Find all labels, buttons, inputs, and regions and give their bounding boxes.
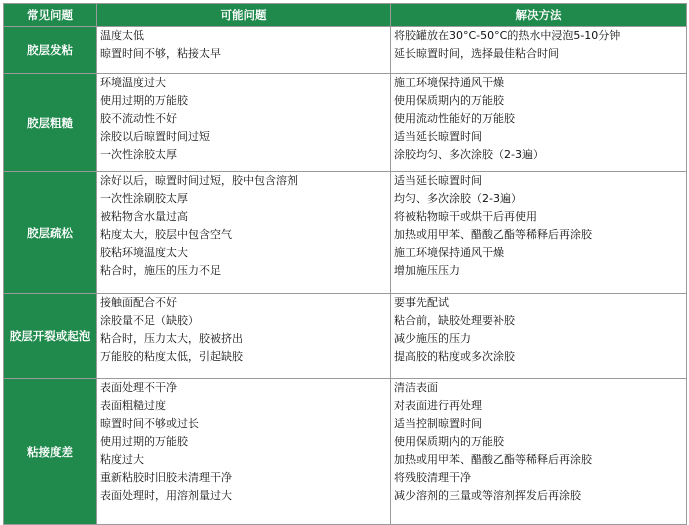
problem-item: 重新粘胶时旧胶未清理干净 bbox=[100, 471, 232, 484]
solution-item: 施工环境保持通风干燥 bbox=[394, 76, 504, 89]
solutions-cell bbox=[391, 74, 687, 172]
problem-item: 温度太低 bbox=[100, 29, 144, 42]
solution-item: 将残胶清理干净 bbox=[394, 471, 471, 484]
header-possible-problem: 可能问题 bbox=[97, 4, 391, 27]
table-row-tacky bbox=[4, 27, 687, 74]
problem-item: 粘合时，施压的压力不足 bbox=[100, 264, 221, 277]
possible-problems-cell bbox=[97, 379, 391, 525]
problem-item: 涂好以后，晾置时间过短，胶中包含溶剂 bbox=[100, 174, 298, 187]
problem-item: 环境温度过大 bbox=[100, 76, 166, 89]
problem-item: 粘度过大 bbox=[100, 453, 144, 466]
solution-item: 减少溶剂的三量或等溶剂挥发后再涂胶 bbox=[394, 489, 581, 502]
troubleshooting-table bbox=[3, 3, 687, 525]
solution-item: 适当控制晾置时间 bbox=[394, 417, 482, 430]
possible-problems-cell bbox=[97, 74, 391, 172]
solution-item: 加热或用甲苯、醋酸乙酯等稀释后再涂胶 bbox=[394, 453, 592, 466]
solution-item: 将胶罐放在30°C-50°C的热水中浸泡5-10分钟 bbox=[394, 29, 621, 42]
solution-item: 使用保质期内的万能胶 bbox=[394, 94, 504, 107]
solution-item: 将被粘物晾干或烘干后再使用 bbox=[394, 210, 537, 223]
problem-item: 表面粗糙过度 bbox=[100, 399, 166, 412]
problem-item: 一次性涂刷胶太厚 bbox=[100, 192, 188, 205]
problem-item: 粘度太大，胶层中包含空气 bbox=[100, 228, 232, 241]
problem-item: 使用过期的万能胶 bbox=[100, 435, 188, 448]
solution-item: 粘合前，缺胶处理要补胶 bbox=[394, 314, 515, 327]
problem-item: 表面处理时，用溶剂量过大 bbox=[100, 489, 232, 502]
solution-item: 施工环境保持通风干燥 bbox=[394, 246, 504, 259]
solution-item: 涂胶均匀、多次涂胶（2-3遍） bbox=[394, 148, 544, 161]
header-common-problem: 常见问题 bbox=[4, 4, 97, 27]
solution-item: 清洁表面 bbox=[394, 381, 438, 394]
problem-item: 使用过期的万能胶 bbox=[100, 94, 188, 107]
solutions-cell bbox=[391, 172, 687, 294]
category-cell: 胶层发粘 bbox=[4, 27, 97, 74]
table-row-rough bbox=[4, 74, 687, 172]
category-cell: 胶层疏松 bbox=[4, 172, 97, 294]
solution-item: 提高胶的粘度或多次涂胶 bbox=[394, 350, 515, 363]
solution-item: 均匀、多次涂胶（2-3遍） bbox=[394, 192, 522, 205]
problem-item: 胶粘环境温度太大 bbox=[100, 246, 188, 259]
problem-item: 一次性涂胶太厚 bbox=[100, 148, 177, 161]
problem-item: 接触面配合不好 bbox=[100, 296, 177, 309]
solution-item: 适当延长晾置时间 bbox=[394, 130, 482, 143]
problem-item: 万能胶的粘度太低，引起缺胶 bbox=[100, 350, 243, 363]
header-solution: 解决方法 bbox=[391, 4, 687, 27]
solution-item: 适当延长晾置时间 bbox=[394, 174, 482, 187]
solutions-cell bbox=[391, 294, 687, 379]
problem-item: 被粘物含水量过高 bbox=[100, 210, 188, 223]
table-row-cracking bbox=[4, 294, 687, 379]
solution-item: 增加施压压力 bbox=[394, 264, 460, 277]
possible-problems-cell bbox=[97, 172, 391, 294]
solution-item: 加热或用甲苯、醋酸乙酯等稀释后再涂胶 bbox=[394, 228, 592, 241]
possible-problems-cell bbox=[97, 27, 391, 74]
problem-item: 涂胶量不足（缺胶） bbox=[100, 314, 199, 327]
possible-problems-cell bbox=[97, 294, 391, 379]
header-row bbox=[4, 4, 687, 27]
solutions-cell bbox=[391, 379, 687, 525]
solution-item: 对表面进行再处理 bbox=[394, 399, 482, 412]
category-cell: 胶层开裂或起泡 bbox=[4, 294, 97, 379]
solution-item: 减少施压的压力 bbox=[394, 332, 471, 345]
solution-item: 使用流动性能好的万能胶 bbox=[394, 112, 515, 125]
problem-item: 粘合时，压力太大，胶被挤出 bbox=[100, 332, 243, 345]
problem-item: 表面处理不干净 bbox=[100, 381, 177, 394]
solution-item: 要事先配试 bbox=[394, 296, 449, 309]
problem-item: 胶不流动性不好 bbox=[100, 112, 177, 125]
solution-item: 延长晾置时间，选择最佳粘合时间 bbox=[394, 47, 559, 60]
category-cell: 胶层粗糙 bbox=[4, 74, 97, 172]
solutions-cell bbox=[391, 27, 687, 74]
problem-item: 晾置时间不够，粘接太早 bbox=[100, 47, 221, 60]
solution-item: 使用保质期内的万能胶 bbox=[394, 435, 504, 448]
table-row-poor-bond bbox=[4, 379, 687, 525]
table-row-loose bbox=[4, 172, 687, 294]
problem-item: 晾置时间不够或过长 bbox=[100, 417, 199, 430]
category-cell: 粘接度差 bbox=[4, 379, 97, 525]
problem-item: 涂胶以后晾置时间过短 bbox=[100, 130, 210, 143]
